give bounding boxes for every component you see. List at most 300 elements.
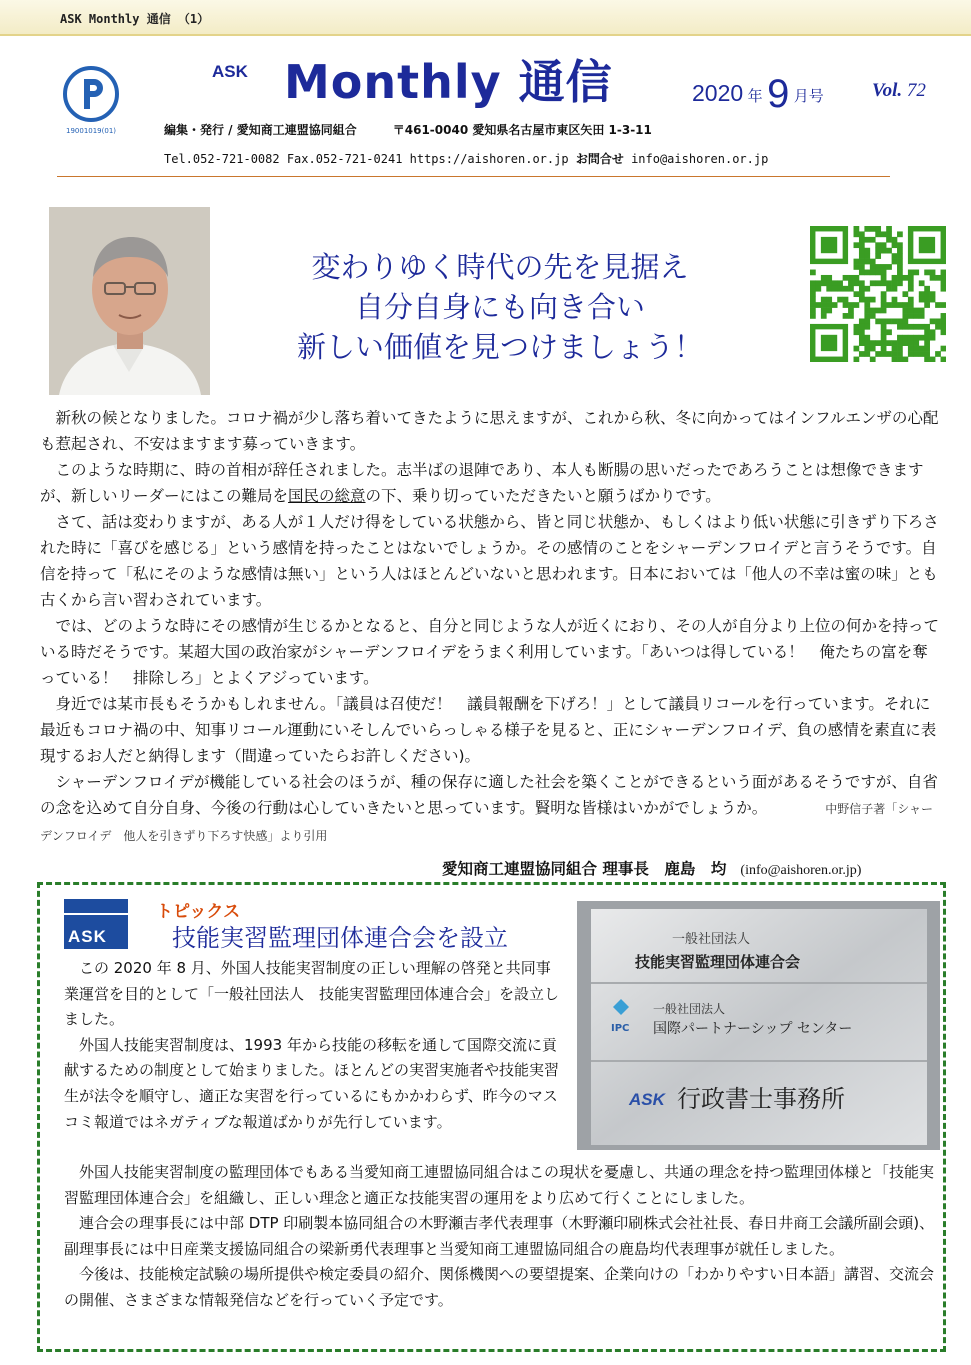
qr-module (810, 286, 816, 292)
qr-module (886, 340, 892, 346)
qr-module (892, 253, 898, 259)
qr-module (810, 302, 816, 308)
qr-module (854, 264, 860, 270)
topics-paragraph: 今後は、技能検定試験の場所提供や検定委員の紹介、関係機関への要望提案、企業向けの「わかりやすい日本語」講習、交流会の開催、さまざまな情報発信などを行っていく予定です。 (64, 1265, 935, 1309)
qr-module (941, 275, 946, 281)
qr-module (902, 340, 908, 346)
qr-module (941, 280, 946, 286)
qr-module (908, 270, 914, 276)
qr-module (821, 313, 827, 319)
qr-module (902, 308, 908, 314)
qr-module (870, 264, 876, 270)
qr-module (941, 302, 946, 308)
qr-module (908, 346, 914, 352)
issue-year: 2020 (692, 80, 744, 106)
qr-module (892, 302, 898, 308)
qr-module (908, 308, 914, 314)
qr-module (908, 297, 914, 303)
qr-module (859, 318, 865, 324)
essay-paragraph: では、どのような時にその感情が生じるかとなると、自分と同じような人が近くにおり、その人が自分より上位の何かを持っている時だそうです。某超大国の政治家がシャーデンフロイデをうまく利用しています。「あいつは得している！ 俺たちの富を奪っている！ 排除しろ」とよくアジっています。 (40, 617, 940, 687)
qr-module (864, 259, 870, 265)
qr-module (935, 275, 941, 281)
qr-module (886, 329, 892, 335)
qr-module (826, 302, 832, 308)
contact-line (164, 150, 768, 167)
topics-title: 技能実習監理団体連合会を設立 (172, 924, 508, 952)
qr-module (881, 308, 887, 314)
qr-module (924, 346, 930, 352)
qr-module (854, 329, 860, 335)
qr-module (854, 259, 860, 265)
sign-line-5: 行政書士事務所 (677, 1085, 845, 1113)
qr-module (848, 286, 854, 292)
qr-module (941, 270, 946, 276)
qr-module (941, 324, 946, 330)
sign-line-1: 一般社団法人 (672, 932, 751, 947)
qr-module (843, 275, 849, 281)
topics-paragraph: 外国人技能実習制度は、1993 年から技能の移転を通して国際交流に貢献するための制度として始まりました。ほとんどの実習実施者や技能実習生が法令を順守し、適正な実習を行っているにもかかわらず、昨今のマスコミ報道ではネガティブな報道ばかりが先行しています。 (64, 1035, 560, 1131)
qr-module (892, 340, 898, 346)
qr-module (859, 270, 865, 276)
qr-module (908, 280, 914, 286)
qr-module (919, 346, 925, 352)
qr-module (913, 308, 919, 314)
qr-module (859, 335, 865, 341)
qr-module (870, 237, 876, 243)
topics-body-narrow (64, 956, 564, 1135)
qr-module (859, 286, 865, 292)
qr-module (892, 357, 898, 362)
qr-code[interactable] (810, 226, 946, 362)
qr-module (821, 297, 827, 303)
signature (442, 857, 861, 879)
qr-module (924, 291, 930, 297)
qr-module (854, 231, 860, 237)
privacy-mark-number: 19001019(01) (66, 127, 116, 135)
qr-module (854, 324, 860, 330)
chairman-portrait (49, 207, 210, 395)
inquiry-email[interactable]: info@aishoren.or.jp (631, 152, 769, 166)
headline (240, 247, 760, 367)
qr-finder (821, 237, 837, 253)
qr-module (821, 280, 827, 286)
qr-module (826, 308, 832, 314)
qr-module (941, 318, 946, 324)
qr-module (930, 291, 936, 297)
qr-module (881, 242, 887, 248)
qr-module (810, 297, 816, 303)
qr-module (859, 351, 865, 357)
qr-module (821, 308, 827, 314)
qr-module (875, 242, 881, 248)
qr-module (908, 335, 914, 341)
qr-module (859, 297, 865, 303)
essay-paragraph: 身近では某市長もそうかもしれません。「議員は召使だ！ 議員報酬を下げろ！」として議員リコールを行っています。それに最近もコロナ禍の中、知事リコール運動にいそしんでいらっしゃる様子を見ると、正にシャーデンフロイデ、負の感情を素直に表現するお人だと納得します（間違っていたらお許しください)。 (40, 695, 937, 765)
essay-paragraph: 新秋の候となりました。コロナ禍が少し落ち着いてきたように思えますが、これから秋、冬に向かってはインフルエンザの心配も惹起され、不安はますます募っていきます。 (40, 409, 939, 453)
qr-module (854, 346, 860, 352)
qr-module (875, 253, 881, 259)
qr-module (826, 286, 832, 292)
topics-paragraph: 連合会の理事長には中部 DTP 印刷製本協同組合の木野瀬吉孝代表理事（木野瀬印刷株式会社社長、春日井商工会議所副会頭)、副理事長には中日産業支援協同組合の梁新勇代表理事と当愛知商工連盟協同組合の鹿島均代表理事が就任しました。 (64, 1214, 935, 1258)
qr-module (859, 231, 865, 237)
qr-module (886, 231, 892, 237)
qr-module (870, 226, 876, 232)
qr-module (930, 270, 936, 276)
qr-module (919, 335, 925, 341)
qr-module (832, 280, 838, 286)
qr-module (859, 264, 865, 270)
qr-module (870, 280, 876, 286)
volume-number (872, 80, 926, 102)
inquiry-label: お問合せ (575, 152, 624, 166)
qr-module (935, 324, 941, 330)
qr-module (908, 324, 914, 330)
qr-module (810, 280, 816, 286)
qr-module (913, 351, 919, 357)
issue-month: 9 (767, 72, 790, 116)
qr-module (913, 270, 919, 276)
essay-p6: シャーデンフロイデが機能している社会のほうが、種の保存に適した社会を築くことができるという面があるそうですが、自省の念を込めて自分自身、今後の行動は心していきたいと思っています。賢明な皆様はいかがでしょうか。 (40, 773, 938, 817)
qr-module (941, 346, 946, 352)
sign-line-4: 国際パートナーシップ センター (653, 1021, 853, 1037)
qr-module (919, 297, 925, 303)
qr-module (930, 275, 936, 281)
qr-module (859, 259, 865, 265)
qr-module (864, 286, 870, 292)
qr-module (897, 275, 903, 281)
qr-module (848, 302, 854, 308)
ask-logo (64, 899, 128, 949)
sign-ask: ASK (629, 1090, 665, 1109)
qr-module (897, 270, 903, 276)
qr-module (826, 297, 832, 303)
qr-module (886, 226, 892, 232)
qr-module (821, 275, 827, 281)
qr-module (881, 340, 887, 346)
qr-module (859, 237, 865, 243)
qr-module (908, 275, 914, 281)
topics-label: トピックス (156, 902, 241, 922)
qr-module (810, 291, 816, 297)
qr-module (924, 357, 930, 362)
chairman-essay (40, 405, 940, 849)
qr-module (843, 297, 849, 303)
privacy-mark-icon (62, 65, 120, 137)
headline-line-3: 新しい価値を見つけましょう！ (296, 330, 703, 364)
qr-module (848, 313, 854, 319)
sign-line-3: 一般社団法人 (653, 1002, 726, 1016)
qr-module (864, 226, 870, 232)
qr-module (935, 318, 941, 324)
qr-module (897, 324, 903, 330)
qr-module (864, 237, 870, 243)
qr-module (886, 280, 892, 286)
qr-module (870, 259, 876, 265)
qr-module (854, 291, 860, 297)
qr-module (864, 335, 870, 341)
qr-module (897, 335, 903, 341)
qr-module (886, 351, 892, 357)
header-tab-bar (0, 0, 971, 34)
qr-module (924, 270, 930, 276)
qr-module (859, 324, 865, 330)
qr-module (930, 357, 936, 362)
qr-module (897, 351, 903, 357)
qr-module (881, 280, 887, 286)
qr-module (881, 302, 887, 308)
topics-body-wide (64, 1160, 942, 1314)
qr-module (930, 318, 936, 324)
qr-module (924, 324, 930, 330)
essay-paragraph: さて、話は変わりますが、ある人が１人だけ得をしている状態から、皆と同じ状態か、もしくはより低い状態に引きずり下ろされた時に「喜びを感じる」という感情を持ったことはないでしょうか。その感情のことをシャーデンフロイデと言うそうです。自信を持って「私にそのような感情は無い」という人はほとんどいないと思われます。日本においては「他人の不幸は蜜の味」とも古くから言い習わされています。 (40, 513, 939, 609)
tab-bar-rule (0, 34, 971, 36)
qr-module (930, 335, 936, 341)
qr-module (810, 270, 816, 276)
qr-module (897, 231, 903, 237)
citation: 中野信子著「シャーデンフロイデ 他人を引きずり下ろす快感」より引用 (40, 802, 934, 843)
qr-module (892, 280, 898, 286)
qr-module (930, 297, 936, 303)
qr-module (843, 313, 849, 319)
qr-module (886, 302, 892, 308)
qr-module (897, 259, 903, 265)
volume-value: 72 (906, 80, 926, 101)
qr-module (864, 346, 870, 352)
qr-module (919, 324, 925, 330)
qr-module (892, 259, 898, 265)
qr-module (902, 302, 908, 308)
qr-module (913, 324, 919, 330)
qr-module (919, 291, 925, 297)
qr-module (924, 340, 930, 346)
qr-module (875, 264, 881, 270)
qr-module (892, 297, 898, 303)
qr-module (837, 297, 843, 303)
signature-name: 愛知商工連盟協同組合 理事長 鹿島 均 (442, 860, 727, 878)
newsletter-title: Monthly 通信 (284, 55, 613, 109)
qr-module (864, 351, 870, 357)
qr-module (859, 280, 865, 286)
qr-module (848, 280, 854, 286)
qr-module (897, 318, 903, 324)
contact-numbers: Tel.052-721-0082 Fax.052-721-0241 https://aishoren.or.jp (164, 152, 569, 166)
qr-module (902, 335, 908, 341)
qr-module (848, 275, 854, 281)
headline-line-2: 自分自身にも向き合い (354, 290, 645, 324)
qr-module (935, 351, 941, 357)
qr-module (810, 308, 816, 314)
qr-module (908, 313, 914, 319)
qr-module (870, 340, 876, 346)
qr-module (854, 242, 860, 248)
qr-module (854, 226, 860, 232)
qr-module (886, 237, 892, 243)
header-divider (57, 176, 890, 177)
qr-module (864, 297, 870, 303)
qr-module (892, 242, 898, 248)
qr-module (924, 286, 930, 292)
qr-module (881, 324, 887, 330)
qr-module (859, 242, 865, 248)
qr-module (881, 335, 887, 341)
qr-module (941, 329, 946, 335)
qr-finder (821, 335, 837, 351)
qr-module (897, 340, 903, 346)
qr-module (924, 297, 930, 303)
qr-module (886, 286, 892, 292)
qr-module (864, 313, 870, 319)
qr-module (875, 248, 881, 254)
qr-module (908, 286, 914, 292)
qr-module (902, 324, 908, 330)
qr-module (886, 264, 892, 270)
qr-module (875, 351, 881, 357)
publisher-line: 編集・発行 / 愛知商工連盟協同組合 〒461-0040 愛知県名古屋市東区矢田 1-3-11 (164, 123, 652, 137)
qr-module (854, 357, 860, 362)
qr-module (843, 302, 849, 308)
issue-year-kanji: 年 (747, 88, 763, 105)
qr-module (859, 329, 865, 335)
qr-module (913, 340, 919, 346)
qr-module (902, 313, 908, 319)
qr-module (864, 318, 870, 324)
essay-paragraph (40, 457, 940, 509)
qr-module (837, 286, 843, 292)
qr-module (924, 351, 930, 357)
qr-module (902, 275, 908, 281)
qr-module (875, 270, 881, 276)
qr-module (881, 248, 887, 254)
qr-module (848, 308, 854, 314)
sign-line-2: 技能実習監理団体連合会 (635, 953, 801, 971)
qr-module (908, 351, 914, 357)
qr-module (924, 335, 930, 341)
office-sign-photo (577, 901, 940, 1150)
qr-module (832, 286, 838, 292)
qr-module (859, 291, 865, 297)
qr-module (821, 302, 827, 308)
qr-module (859, 340, 865, 346)
qr-module (881, 329, 887, 335)
volume-prefix: Vol. (872, 80, 903, 101)
issue-month-suffix: 月号 (793, 88, 824, 105)
tab-label: ASK Monthly 通信 （1） (60, 12, 210, 26)
qr-module (815, 302, 821, 308)
issue-date (692, 72, 824, 117)
qr-module (875, 318, 881, 324)
qr-module (919, 308, 925, 314)
qr-module (941, 313, 946, 319)
qr-module (897, 253, 903, 259)
qr-module (870, 270, 876, 276)
qr-module (870, 357, 876, 362)
qr-module (859, 253, 865, 259)
qr-module (913, 346, 919, 352)
essay-p2-before: このような時期に、時の首相が辞任されました。志半ばの退陣であり、本人も断腸の思いだったであろうことは想像できますが、新しいリーダーにはこの難局を (40, 461, 924, 505)
qr-module (941, 286, 946, 292)
sign-ipc: IPC (611, 1023, 630, 1034)
qr-module (892, 286, 898, 292)
qr-module (902, 291, 908, 297)
qr-module (886, 318, 892, 324)
qr-module (924, 329, 930, 335)
essay-underline: 国民の総意 (288, 487, 366, 505)
qr-module (892, 351, 898, 357)
qr-module (897, 346, 903, 352)
qr-module (864, 270, 870, 276)
qr-module (881, 346, 887, 352)
topics-paragraph: この 2020 年 8 月、外国人技能実習制度の正しい理解の啓発と共同事業運営を目的として「一般社団法人 技能実習監理団体連合会」を設立しました。 (64, 959, 560, 1029)
qr-module (859, 248, 865, 254)
essay-p2-after: の下、乗り切っていただきたいと願うばかりです。 (365, 487, 721, 505)
qr-module (913, 313, 919, 319)
qr-module (870, 308, 876, 314)
qr-module (815, 286, 821, 292)
qr-module (881, 231, 887, 237)
qr-module (902, 357, 908, 362)
qr-module (902, 318, 908, 324)
qr-module (881, 275, 887, 281)
ask-wordmark: ASK (212, 62, 248, 81)
qr-module (897, 248, 903, 254)
qr-module (875, 308, 881, 314)
qr-module (870, 297, 876, 303)
qr-module (881, 264, 887, 270)
qr-module (864, 340, 870, 346)
qr-module (875, 231, 881, 237)
qr-module (919, 351, 925, 357)
qr-module (864, 248, 870, 254)
qr-module (892, 318, 898, 324)
qr-module (892, 346, 898, 352)
qr-module (870, 313, 876, 319)
essay-paragraph (40, 769, 940, 849)
qr-module (854, 275, 860, 281)
qr-module (875, 280, 881, 286)
qr-module (897, 280, 903, 286)
qr-module (919, 313, 925, 319)
qr-module (864, 253, 870, 259)
qr-module (930, 329, 936, 335)
qr-module (881, 270, 887, 276)
qr-module (919, 280, 925, 286)
qr-module (881, 351, 887, 357)
qr-module (810, 313, 816, 319)
qr-module (881, 291, 887, 297)
qr-module (864, 324, 870, 330)
qr-module (924, 302, 930, 308)
qr-module (826, 275, 832, 281)
qr-module (908, 340, 914, 346)
qr-module (897, 357, 903, 362)
qr-module (843, 286, 849, 292)
headline-line-1: 変わりゆく時代の先を見据え (311, 250, 689, 284)
ask-logo-text: ASK (68, 927, 107, 946)
qr-module (837, 280, 843, 286)
qr-module (864, 302, 870, 308)
qr-module (897, 242, 903, 248)
topics-paragraph: 外国人技能実習制度の監理団体でもある当愛知商工連盟協同組合はこの現状を憂慮し、共通の理念を持つ監理団体様と「技能実習監理団体連合会」を組織し、正しい理念と適正な技能実習の運用をより広めて行くことにしました。 (64, 1163, 935, 1207)
qr-module (897, 264, 903, 270)
qr-module (881, 297, 887, 303)
qr-module (941, 357, 946, 362)
qr-module (854, 302, 860, 308)
ask-logo-stripe (64, 913, 128, 915)
qr-module (854, 280, 860, 286)
qr-module (864, 308, 870, 314)
qr-module (815, 280, 821, 286)
qr-module (892, 275, 898, 281)
